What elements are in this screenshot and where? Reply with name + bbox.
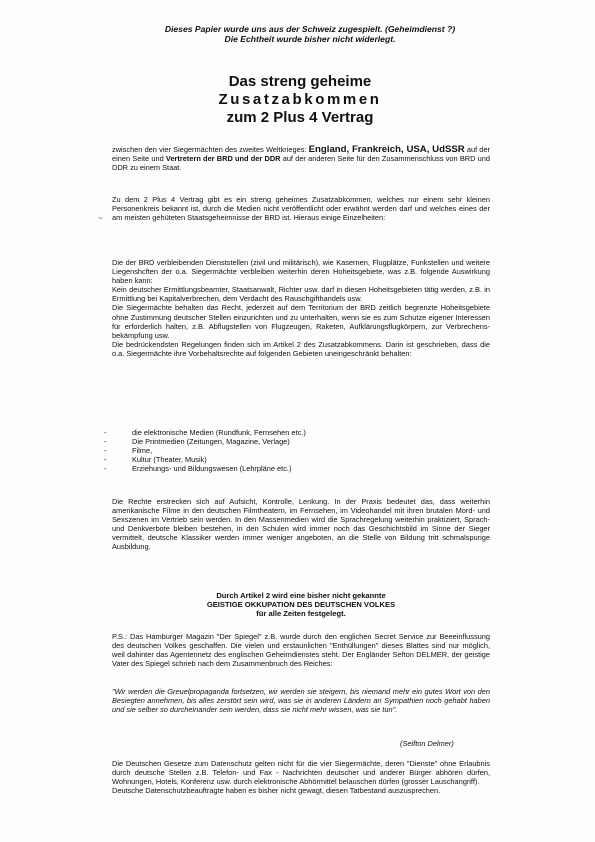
list-dash: -: [104, 446, 107, 456]
list-item-text: Kultur (Theater, Musik): [132, 455, 207, 465]
paragraph-2-sentence: Die bedrückendsten Regelungen finden sich im Artikel 2 des Zusatzabkommens. Darin ist geschrieben, dass die o.a. Siegermächte ihre Vorbehaltsrechte auf folgenden Gebieten uneingeschränkt behalten:: [112, 339, 490, 358]
list-item: [104, 446, 484, 455]
list-item: [104, 428, 484, 437]
title-line-2: Zusatzabkommen: [218, 91, 382, 108]
paragraph-4: P.S.: Das Hamburger Magazin "Der Spiegel" z.B. wurde durch den englichen Secret Service zur Beeeinflussung des deutschen Volkes geschaffen. Die vielen und erstaunlichen "Enthüllungen" dieses Blattes sind nur möglich, weil dahinter das Agentennetz des englischen Geheimdienstes steht. Der Engländer Sefton DELMER, der geistige Vater des Spiegel schrieb nach dem Zusammenbruch des Reiches:: [112, 632, 490, 669]
centered-line-1: Durch Artikel 2 wird eine bisher nicht gekannte: [216, 591, 386, 600]
paragraph-1: Zu dem 2 Plus 4 Vertrag gibt es ein streng geheimes Zusatzabkommen, welches nur einem sehr kleinen Personenkreis bekannt ist, durch die Medien nicht veröffentlicht oder erwähnt werden darf und welches eines der am meisten gehüteten Staatsgeheimnisse der BRD ist. Hieraus einige Einzelheiten:: [112, 195, 490, 223]
rights-list: [104, 428, 484, 473]
paragraph-5-sentence: Die Deutschen Gesetze zum Datenschutz gelten nicht für die vier Siegermächte, deren "Dienste" ohne Erlaubnis durch deutsche Stellen z.B. Telefon- und Fax - Nachrichten deutscher und anderer Bürger abhören dürfen, Wohnungen, Hotels, Konferenz usw. durch elektronische Abhörmittel belauschen dürfen (grosser Lauschangriff).: [112, 759, 490, 787]
list-item-text: Die Printmedien (Zeitungen, Magazine, Verlage): [132, 437, 290, 447]
list-item-text: die elektronische Medien (Rundfunk, Fernsehen etc.): [132, 428, 306, 437]
header-line-2: Die Echtheit wurde bisher nicht widerlegt.: [224, 34, 396, 44]
paragraph-2-sentence: Die der BRD verbleibenden Dienststellen (zivil und militärisch), wie Kasernen, Flugplätze, Funkstellen und weitere Liegenshcften der o.a. Siegermächte verbleiben weiterhin deren Hoheitsgebiete, was z.B. folgende Auswirkung haben kann:: [112, 258, 490, 286]
paragraph-3: Die Rechte erstrecken sich auf Aufsicht, Kontrolle, Lenkung. In der Praxis bedeutet das, dass weiterhin amerikanische Filme in den deutschen Filmtheatern, im Fernsehen, im Videohandel mit ihren brutalen Mord- und Sexszenen im Vertrieb sein werden. In den Massenmedien wird die Sprachregelung weiterhin praktiziert, Sprach- und Denkverbote bleiben bestehen, in den Schulen wird immer noch das Geschichtsbild im Sinne der Sieger vermittelt, deutsche Klassiker werden immer weniger angeboten, an die Stelle von Bildung tritt schmalspurige Ausbildung.: [112, 497, 490, 552]
list-dash: -: [104, 464, 107, 474]
delmer-quote: "Wir werden die Greuelpropaganda fortsetzen, wir werden sie steigern, bis niemand mehr ein gutes Wort von den Besiegten annehmen, bis alles zerstört sein wird, was sie in anderen Ländern an Sympathien noch gehabt haben und sie selber so durcheinander sein werden, dass sie nicht mehr wissen, was sie tun".: [112, 687, 490, 715]
list-dash: -: [104, 455, 107, 465]
intro-powers: England, Frankreich, USA, UdSSR: [308, 144, 465, 155]
intro-representatives: Vertretern der BRD und der DDR: [165, 154, 281, 164]
quote-signature: (Seifton Delmer): [400, 739, 454, 748]
intro-text-2: auf der einen Seite und: [112, 145, 490, 164]
list-item-text: Erziehungs- und Bildungswesen (Lehrpläne etc.): [132, 464, 292, 474]
paragraph-5: [112, 759, 490, 795]
intro-paragraph: [112, 145, 490, 172]
paragraph-5-sentence: Deutsche Datenschutzbeauftragte haben es bisher nicht gewagt, diesen Tatbestand auszusprechen.: [112, 786, 441, 796]
paragraph-2-sentence: Kein deutscher Ermittlungsbeamter, Staatsanwalt, Richter usw. darf in diesen Hoheitsgebieten tätig werden, z.B. in Ermittlung bei Kapitalverbrechen, dem Verdacht des Rauschgifthandels usw.: [112, 285, 490, 304]
intro-text-1: zwischen den vier Siegermächten des zweites Weltkrieges:: [112, 145, 309, 154]
intro-text-3: auf der anderen Seite für den Zusammenschluss von BRD und DDR zu einem Staat.: [112, 154, 491, 173]
paragraph-2: [112, 258, 490, 358]
centered-line-3: für alle Zeiten festgelegt.: [256, 609, 346, 618]
paragraph-2-sentence: Die Siegermächte behalten das Recht, jederzeit auf dem Territorium der BRD zeitlich begrenzte Hoheitsgebiete ohne Zustimmung deutscher Stellen einzurichten und zu unterhalten, wenn sie es zum Schutze eigener Interessen für erforderlich halten, z.B. Abflugstellen von Flugzeugen, Raketen, Aufklärungsflugkörpern, zur Verbrechens-bekämpfung usw.: [112, 303, 490, 340]
list-item-text: Filme,: [132, 446, 153, 456]
title-line-1: Das streng geheime: [228, 73, 372, 90]
list-dash: -: [104, 428, 107, 437]
margin-mark: ~: [98, 214, 103, 223]
list-dash: -: [104, 437, 107, 447]
header-line-1: Dieses Papier wurde uns aus der Schweiz zugespielt. (Geheimdienst ?): [164, 24, 456, 34]
title-line-3: zum 2 Plus 4 Vertrag: [226, 109, 374, 126]
centered-line-2: GEISTIGE OKKUPATION DES DEUTSCHEN VOLKES: [206, 600, 396, 609]
list-item: [104, 455, 484, 464]
list-item: [104, 464, 484, 473]
list-item: [104, 437, 484, 446]
